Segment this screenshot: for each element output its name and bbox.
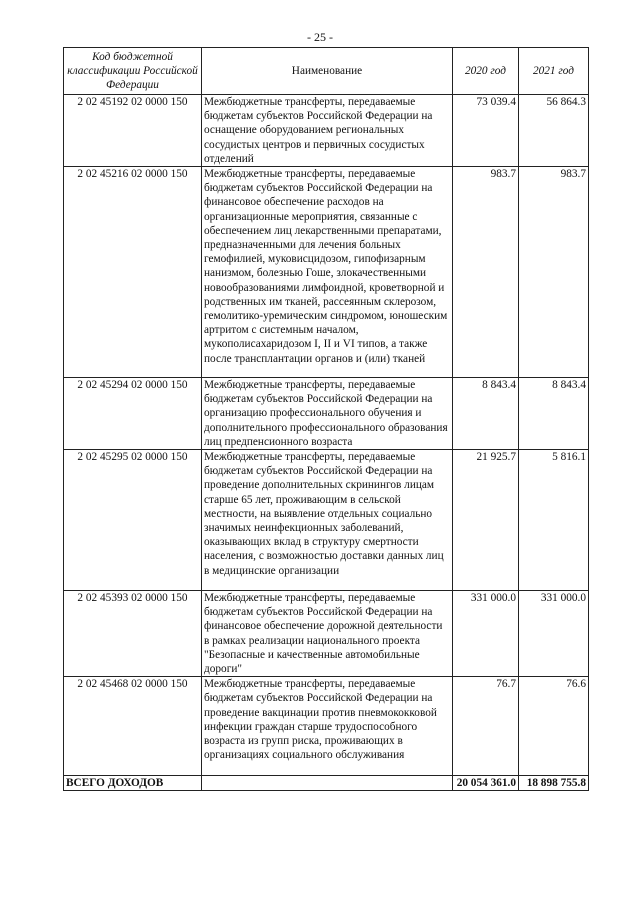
row-value-2020: 76.7 (453, 677, 519, 776)
header-year-2021: 2021 год (519, 48, 589, 95)
row-value-2020: 983.7 (453, 167, 519, 378)
row-value-2021: 983.7 (519, 167, 589, 378)
row-value-2020: 21 925.7 (453, 450, 519, 591)
row-name: Межбюджетные трансферты, передаваемые бюджетам субъектов Российской Федерации на проведение вакцинации против пневмококковой инфекции граждан старше трудоспособного возраста из групп риска, проживающих в организациях социального обслуживания (202, 677, 453, 776)
row-value-2021: 56 864.3 (519, 95, 589, 167)
row-value-2021: 76.6 (519, 677, 589, 776)
row-value-2021: 5 816.1 (519, 450, 589, 591)
row-code: 2 02 45295 02 0000 150 (64, 450, 202, 591)
row-value-2020: 73 039.4 (453, 95, 519, 167)
row-code: 2 02 45192 02 0000 150 (64, 95, 202, 167)
table-row (64, 591, 589, 677)
row-code: 2 02 45294 02 0000 150 (64, 378, 202, 450)
row-name: Межбюджетные трансферты, передаваемые бюджетам субъектов Российской Федерации на проведение дополнительных скринингов лицам старше 65 лет, проживающим в сельской местности, на выявление отдельных социально значимых неинфекционных заболеваний, оказывающих вклад в структуру смертности населения, с возможностью доставки данных лиц в медицинские организации (202, 450, 453, 591)
row-name: Межбюджетные трансферты, передаваемые бюджетам субъектов Российской Федерации на финансовое обеспечение дорожной деятельности в рамках реализации национального проекта "Безопасные и качественные автомобильные дороги" (202, 591, 453, 677)
row-code: 2 02 45393 02 0000 150 (64, 591, 202, 677)
row-name: Межбюджетные трансферты, передаваемые бюджетам субъектов Российской Федерации на оснащение оборудованием региональных сосудистых центров и первичных сосудистых отделений (202, 95, 453, 167)
header-code: Код бюджетной классификации Российской Федерации (64, 48, 202, 95)
table-row (64, 95, 589, 167)
total-value-2021: 18 898 755.8 (519, 776, 589, 791)
revenue-table (63, 47, 589, 791)
table-row (64, 677, 589, 776)
row-name: Межбюджетные трансферты, передаваемые бюджетам субъектов Российской Федерации на финансовое обеспечение расходов на организационные мероприятия, связанные с обеспечением лиц лекарственными препаратами, предназначенными для лечения больных гемофилией, муковисцидозом, гипофизарным нанизмом, болезнью Гоше, злокачественными новообразованиями лимфоидной, кроветворной и родственных им тканей, рассеянным склерозом, гемолитико-уремическим синдромом, юношеским артритом с системным началом, мукополисахаридозом I, II и VI типов, а также после трансплантации органов и (или) тканей (202, 167, 453, 378)
table-header-row (64, 48, 589, 95)
header-name: Наименование (202, 48, 453, 95)
total-label: ВСЕГО ДОХОДОВ (64, 776, 202, 791)
row-value-2021: 8 843.4 (519, 378, 589, 450)
row-value-2020: 8 843.4 (453, 378, 519, 450)
table-row (64, 167, 589, 378)
row-value-2020: 331 000.0 (453, 591, 519, 677)
table-row (64, 450, 589, 591)
total-empty-cell (202, 776, 453, 791)
row-code: 2 02 45468 02 0000 150 (64, 677, 202, 776)
table-row (64, 378, 589, 450)
total-value-2020: 20 054 361.0 (453, 776, 519, 791)
row-code: 2 02 45216 02 0000 150 (64, 167, 202, 378)
page-number: - 25 - (307, 30, 333, 44)
total-row (64, 776, 589, 791)
row-name: Межбюджетные трансферты, передаваемые бюджетам субъектов Российской Федерации на организацию профессионального обучения и дополнительного профессионального образования лиц предпенсионного возраста (202, 378, 453, 450)
header-year-2020: 2020 год (453, 48, 519, 95)
row-value-2021: 331 000.0 (519, 591, 589, 677)
